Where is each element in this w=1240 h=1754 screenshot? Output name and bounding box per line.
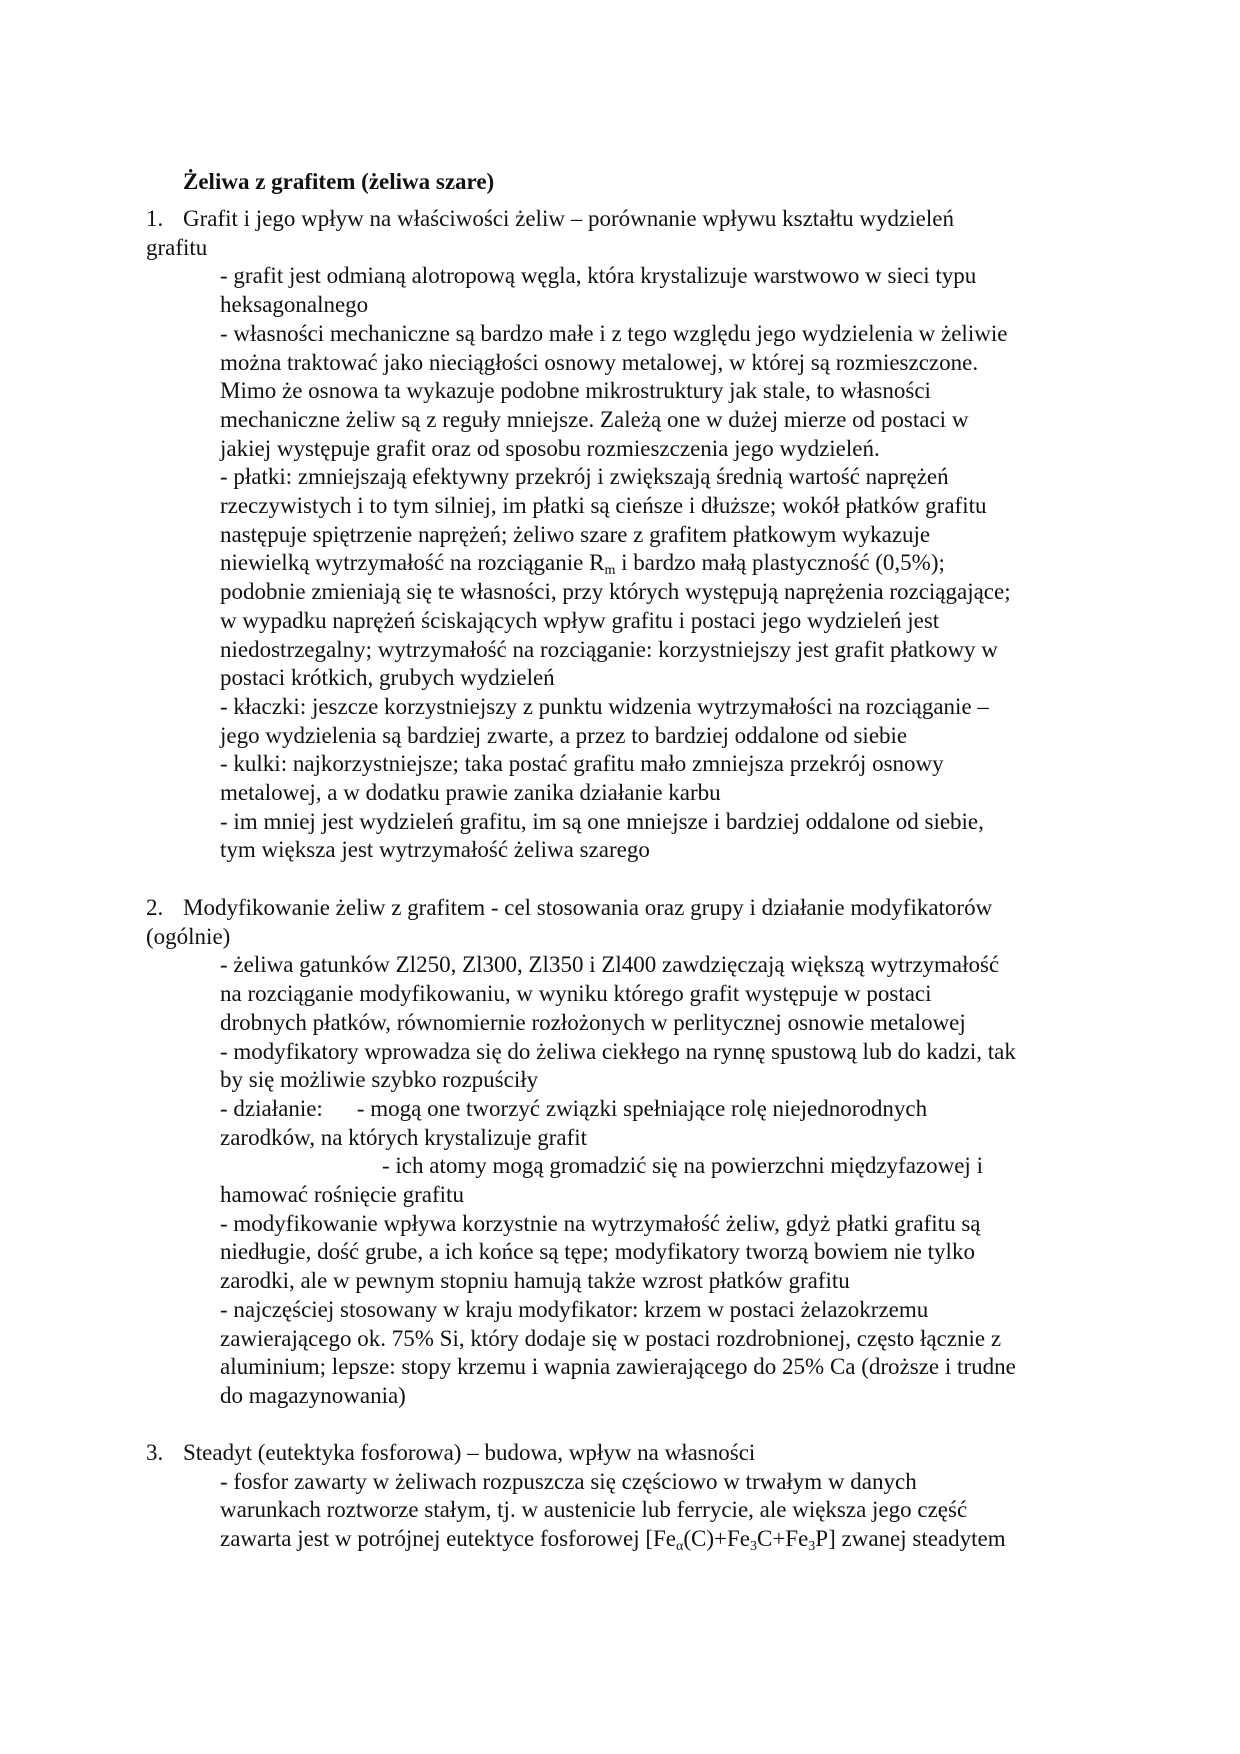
text-line: hamować rośnięcie grafitu bbox=[220, 1182, 464, 1208]
text-line: jego wydzielenia są bardziej zwarte, a przez to bardziej oddalone od siebie bbox=[220, 722, 908, 748]
text-line: niedostrzegalny; wytrzymałość na rozciąganie: korzystniejszy jest grafit płatkowy w bbox=[220, 636, 998, 662]
section-heading-continuation: grafitu bbox=[146, 234, 208, 260]
text-line: postaci krótkich, grubych wydzieleń bbox=[220, 665, 555, 691]
text-line: warunkach roztworze stałym, tj. w austenicie lub ferrycie, ale większa jego część bbox=[220, 1497, 968, 1523]
section-heading bbox=[146, 205, 1106, 234]
subscript: 3 bbox=[749, 1539, 757, 1555]
subscript: m bbox=[604, 563, 616, 579]
text-line: - fosfor zawarty w żeliwach rozpuszcza się częściowo w trwałym w danych bbox=[220, 1468, 917, 1494]
section-heading-text: Steadyt (eutektyka fosforowa) – budowa, wpływ na własności bbox=[183, 1440, 756, 1465]
text-line: - żeliwa gatunków Zl250, Zl300, Zl350 i Zl400 zawdzięczają większą wytrzymałość bbox=[220, 952, 1000, 978]
text-line: jakiej występuje grafit oraz od sposobu rozmieszczenia jego wydzieleń. bbox=[220, 435, 880, 461]
text-segment: C+Fe bbox=[756, 1526, 809, 1552]
text-segment: - działanie: bbox=[220, 1095, 323, 1121]
text-line: niedługie, dość grube, a ich końce są tępe; modyfikatory tworzą bowiem nie tylko bbox=[220, 1239, 975, 1265]
text-line: aluminium; lepsze: stopy krzemu i wapnia zawierającego do 25% Ca (droższe i trudne bbox=[220, 1354, 1016, 1380]
text-line: następuje spiętrzenie naprężeń; żeliwo szare z grafitem płatkowym wykazuje bbox=[220, 521, 931, 547]
text-line: rzeczywistych i to tym silniej, im płatki są cieńsze i dłuższe; wokół płatków grafitu bbox=[220, 493, 987, 519]
text-line: tym większa jest wytrzymałość żeliwa szarego bbox=[220, 837, 650, 863]
section-body bbox=[220, 951, 1106, 1410]
text-line: - płatki: zmniejszają efektywny przekrój i zwiększają średnią wartość naprężeń bbox=[220, 464, 949, 490]
text-line: zawierającego ok. 75% Si, który dodaje się w postaci rozdrobnionej, często łącznie z bbox=[220, 1325, 1002, 1351]
text-line: - kłaczki: jeszcze korzystniejszy z punktu widzenia wytrzymałości na rozciąganie – bbox=[220, 693, 989, 719]
section-body bbox=[220, 1468, 1106, 1554]
text-line: podobnie zmieniają się te własności, przy których występują naprężenia rozciągające; bbox=[220, 579, 1011, 605]
section-heading-text: Grafit i jego wpływ na właściwości żeliw – porównanie wpływu kształtu wydzieleń bbox=[183, 206, 954, 231]
text-line: na rozciąganie modyfikowaniu, w wyniku którego grafit występuje w postaci bbox=[220, 981, 932, 1007]
text-line: w wypadku naprężeń ściskających wpływ grafitu i postaci jego wydzieleń jest bbox=[220, 607, 940, 633]
text-line: by się możliwie szybko rozpuściły bbox=[220, 1067, 539, 1093]
text-line: heksagonalnego bbox=[220, 292, 369, 318]
text-line: - modyfikowanie wpływa korzystnie na wytrzymałość żeliw, gdyż płatki grafitu są bbox=[220, 1210, 981, 1236]
text-line: - im mniej jest wydzieleń grafitu, im są one mniejsze i bardziej oddalone od siebie, bbox=[220, 808, 984, 834]
text-segment: (C)+Fe bbox=[683, 1526, 750, 1552]
text-line: do magazynowania) bbox=[220, 1382, 406, 1408]
section-body bbox=[220, 262, 1106, 865]
text-segment: i bardzo małą plastyczność (0,5%); bbox=[615, 550, 945, 576]
subscript: 3 bbox=[808, 1539, 816, 1555]
subscript: α bbox=[676, 1539, 684, 1555]
text-segment: - mogą one tworzyć związki spełniające rolę niejednorodnych bbox=[356, 1095, 928, 1121]
section-3 bbox=[146, 1439, 1106, 1554]
text-line: zarodki, ale w pewnym stopniu hamują także wzrost płatków grafitu bbox=[220, 1268, 850, 1294]
text-line: - własności mechaniczne są bardzo małe i z tego względu jego wydzielenia w żeliwie bbox=[220, 320, 1008, 346]
text-line bbox=[220, 1095, 1106, 1124]
text-line: - najczęściej stosowany w kraju modyfikator: krzem w postaci żelazokrzemu bbox=[220, 1296, 929, 1322]
section-number: 3. bbox=[146, 1440, 164, 1465]
text-segment: niewielką wytrzymałość na rozciąganie R bbox=[220, 550, 605, 576]
text-line: mechaniczne żeliw są z reguły mniejsze. Zależą one w dużej mierze od postaci w bbox=[220, 406, 969, 432]
text-line bbox=[220, 549, 1106, 578]
section-1 bbox=[146, 205, 1106, 865]
text-line: można traktować jako nieciągłości osnowy metalowej, w której są rozmieszczone. bbox=[220, 349, 979, 375]
text-line: zarodków, na których krystalizuje grafit bbox=[220, 1124, 588, 1150]
section-heading bbox=[146, 894, 1106, 923]
section-heading-continuation: (ogólnie) bbox=[146, 923, 231, 949]
section-number: 2. bbox=[146, 895, 164, 920]
text-line: metalowej, a w dodatku prawie zanika działanie karbu bbox=[220, 780, 721, 806]
text-line: Mimo że osnowa ta wykazuje podobne mikrostruktury jak stale, to własności bbox=[220, 378, 931, 404]
document-title: Żeliwa z grafitem (żeliwa szare) bbox=[183, 169, 495, 194]
section-2 bbox=[146, 894, 1106, 1411]
text-line: - ich atomy mogą gromadzić się na powierzchni międzyfazowej i bbox=[382, 1153, 983, 1179]
text-line: - grafit jest odmianą alotropową węgla, która krystalizuje warstwowo w sieci typu bbox=[220, 263, 977, 289]
section-heading-text: Modyfikowanie żeliw z grafitem - cel stosowania oraz grupy i działanie modyfikatorów bbox=[183, 895, 993, 920]
text-line bbox=[220, 1525, 1106, 1554]
text-line: drobnych płatków, równomiernie rozłożonych w perlitycznej osnowie metalowej bbox=[220, 1009, 966, 1035]
section-number: 1. bbox=[146, 206, 164, 231]
text-line: - modyfikatory wprowadza się do żeliwa ciekłego na rynnę spustową lub do kadzi, tak bbox=[220, 1038, 1016, 1064]
text-line: - kulki: najkorzystniejsze; taka postać grafitu mało zmniejsza przekrój osnowy bbox=[220, 751, 944, 777]
text-segment: zawarta jest w potrójnej eutektyce fosforowej [Fe bbox=[220, 1526, 676, 1552]
section-heading bbox=[146, 1439, 1106, 1468]
text-segment: P] zwanej steadytem bbox=[815, 1526, 1006, 1552]
